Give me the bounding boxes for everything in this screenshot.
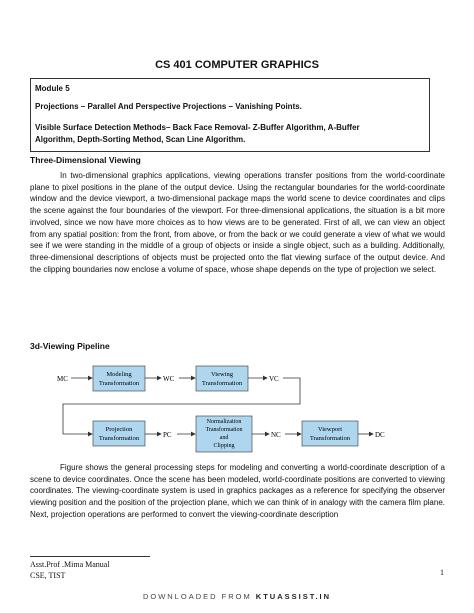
page-number: 1 <box>440 568 444 577</box>
footer-author: Asst.Prof .Mima Manual <box>30 560 110 569</box>
vc-label: VC <box>269 375 279 383</box>
normalization-box-label-1: Normalization <box>206 419 242 425</box>
viewport-box-label-1: Viewport <box>317 426 343 433</box>
mc-label: MC <box>57 375 68 383</box>
modeling-box-label-1: Modeling <box>106 371 132 378</box>
paragraph-pipeline: Figure shows the general processing steps for modeling and converting a world-coordinate description of a scene to device coordinates. Once the scene has been modeled, world-coordinate positions are converted to viewing coordinates. The viewing-coordinate system is used in graphics packages as a reference for specifying the observer viewing position and the position of the projection plane, which we can think of in analogy with the camera film plane. Next, projection operations are performed to convert the viewing-coordinate description <box>30 463 445 519</box>
download-banner <box>0 592 474 601</box>
projection-box-label-1: Projection <box>105 426 133 433</box>
pc-label: PC <box>163 431 172 439</box>
viewport-transformation-box <box>302 421 358 446</box>
module-topics-line2b: Algorithm, Depth-Sorting Method, Scan Line Algorithm. <box>35 135 246 144</box>
projection-transformation-box <box>93 421 145 446</box>
viewing-pipeline-diagram <box>55 360 405 455</box>
document-title: CS 401 COMPUTER GRAPHICS <box>155 59 319 71</box>
module-topics-line2a: Visible Surface Detection Methods– Back Face Removal- Z-Buffer Algorithm, A-Buffer <box>35 123 360 132</box>
modeling-box-label-2: Transformation <box>98 380 140 387</box>
normalization-box-label-3: and <box>219 435 229 441</box>
banner-prefix: DOWNLOADED FROM <box>142 592 256 601</box>
wc-label: WC <box>163 375 175 383</box>
viewing-box-label-1: Viewing <box>211 371 233 378</box>
page-footer <box>30 556 445 581</box>
paragraph-3d-viewing: In two-dimensional graphics applications, viewing operations transfer positions from the world-coordinate plane to pixel positions in the plane of the output device. Using the rectangular boundaries for the world-coordinate window and the device viewport, a two-dimensional package maps the world scene to device coordinates and clips the scene against the four boundaries of the viewport. For three-dimensional applications, the situation is a bit more involved, since we now have more choices as to how views are to be generated. First of all, we can view an object from any spatial position: from the front, from above, or from the back or we could generate a view of what we would see if we were standing in the middle of a group of objects or inside a single object, such as a building. Additionally, three-dimensional descriptions of objects must be projected onto the flat viewing surface of the output device. And the clipping boundaries now enclose a volume of space, whose shape depends on the type of projection we select. <box>30 171 445 274</box>
nc-label: NC <box>271 431 281 439</box>
section-heading-pipeline: 3d-Viewing Pipeline <box>30 341 110 351</box>
normalization-box-label-2: Transformation <box>205 427 243 433</box>
viewing-box-label-2: Transformation <box>201 380 243 387</box>
modeling-transformation-box <box>93 366 145 391</box>
section-heading-3d-viewing: Three-Dimensional Viewing <box>30 155 141 165</box>
footer-divider <box>30 556 150 557</box>
module-summary-box <box>30 78 430 152</box>
dc-label: DC <box>375 431 385 439</box>
module-topics-line1: Projections – Parallel And Perspective Projections – Vanishing Points. <box>35 102 302 111</box>
viewing-transformation-box <box>196 366 248 391</box>
footer-dept: CSE, TIST <box>30 571 66 580</box>
module-label: Module 5 <box>35 84 70 93</box>
banner-site: KTUASSIST.IN <box>255 592 332 601</box>
normalization-box-label-4: Clipping <box>213 443 235 449</box>
viewport-box-label-2: Transformation <box>309 435 351 442</box>
projection-box-label-2: Transformation <box>98 435 140 442</box>
